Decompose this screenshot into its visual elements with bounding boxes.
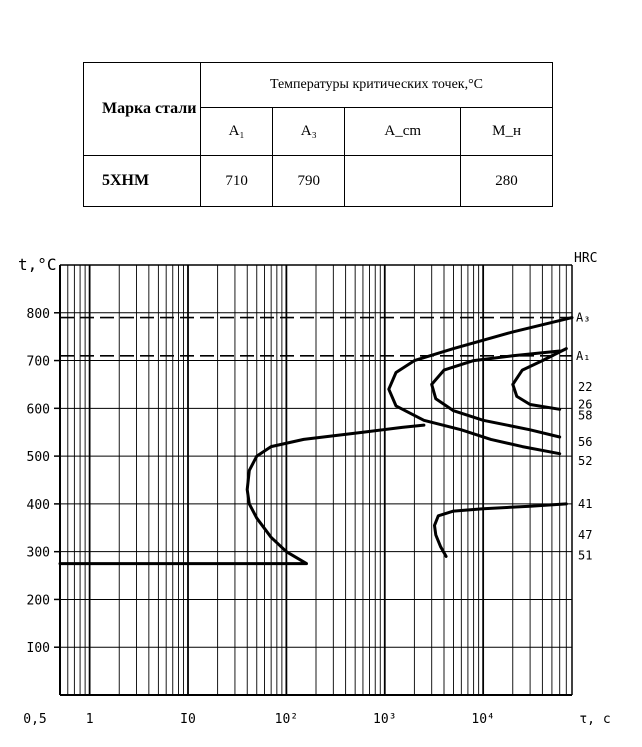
x-tick-label: 0,5 [23, 712, 47, 727]
y-tick-label: 200 [26, 593, 50, 609]
y-tick-label: 700 [26, 354, 50, 370]
x-tick-label: τ, c [579, 712, 611, 727]
transformation-curve-4 [513, 349, 567, 410]
col-acm: A_cm [345, 108, 461, 156]
transformation-curve-3 [432, 351, 560, 437]
x-tick-label: 10⁴ [471, 712, 495, 727]
y-tick-label: I00 [26, 641, 50, 657]
col-a1: A₁ [201, 108, 273, 156]
hrc-value: 22 [578, 379, 593, 394]
y-tick-label: 800 [26, 306, 50, 322]
y-tick-label: 300 [26, 545, 50, 561]
col-a3: A₃ [273, 108, 345, 156]
brand-header: Марка стали [84, 63, 201, 156]
y-axis-label: t,°C [18, 255, 57, 274]
hrc-value: 47 [578, 527, 593, 542]
y-tick-label: 400 [26, 497, 50, 513]
value-a1: 710 [201, 156, 273, 207]
x-tick-label: 10³ [373, 712, 397, 727]
y-tick-label: 500 [26, 450, 50, 466]
hrc-value: 58 [578, 408, 593, 423]
hrc-value: 52 [578, 453, 593, 468]
x-tick-label: I0 [180, 712, 196, 727]
ttt-diagram [0, 230, 642, 747]
x-tick-label: 1 [85, 712, 94, 727]
value-a3: 790 [273, 156, 345, 207]
brand-cell: 5ХНМ [84, 156, 201, 207]
labels [18, 251, 611, 727]
critical-points-table [83, 62, 553, 207]
temperatures-header: Температуры критических точек,°С [201, 63, 553, 108]
hrc-label: HRC [574, 251, 598, 266]
col-mn: M_н [461, 108, 553, 156]
value-acm [345, 156, 461, 207]
hrc-value: 51 [578, 548, 593, 563]
hrc-value: 56 [578, 434, 593, 449]
reference-label-a3: A₃ [576, 310, 591, 325]
y-tick-label: 600 [26, 402, 50, 418]
reference-label-a1: A₁ [576, 348, 591, 363]
grid [54, 265, 572, 695]
x-tick-label: 10² [274, 712, 299, 727]
hrc-value: 26 [578, 397, 593, 412]
hrc-value: 41 [578, 496, 593, 511]
transformation-curve-5 [435, 504, 567, 557]
value-mn: 280 [461, 156, 553, 207]
